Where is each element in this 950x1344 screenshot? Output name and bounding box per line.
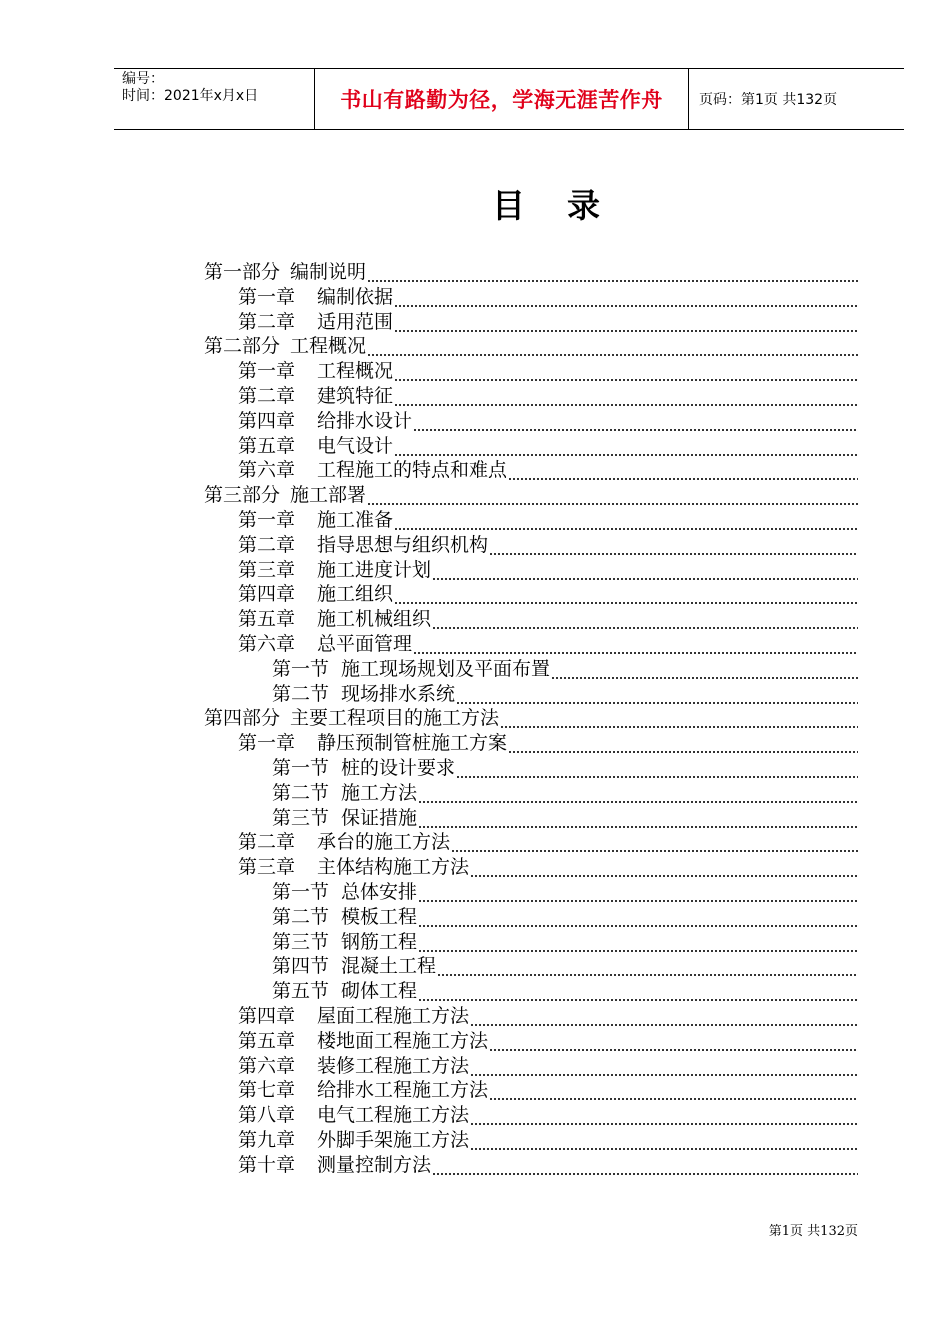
toc-entry-title: 电气工程施工方法 — [317, 1104, 470, 1127]
toc-entry-title: 主体结构施工方法 — [317, 856, 470, 879]
toc-entry[interactable] — [238, 310, 858, 334]
toc-entry[interactable] — [238, 632, 858, 656]
toc-entry-number: 第六章 — [238, 1054, 296, 1077]
toc-entry-title: 施工进度计划 — [317, 558, 432, 581]
toc-entry-number: 第二章 — [238, 533, 296, 556]
toc-dot-leader — [418, 806, 858, 830]
toc-entry[interactable] — [238, 434, 858, 458]
toc-entry-number: 第二节 — [272, 682, 330, 705]
toc-entry[interactable] — [272, 930, 858, 954]
toc-dot-leader — [470, 1128, 858, 1152]
toc-dot-leader — [470, 1054, 858, 1078]
toc-entry-number: 第三节 — [272, 930, 330, 953]
toc-entry-title: 外脚手架施工方法 — [317, 1129, 470, 1151]
toc-entry[interactable] — [238, 533, 858, 557]
toc-entry-number: 第一部分 — [204, 261, 281, 283]
toc-entry[interactable] — [238, 830, 858, 854]
toc-entry-title: 建筑特征 — [317, 385, 394, 407]
toc-entry-number: 第三章 — [238, 558, 296, 581]
toc-dot-leader — [551, 657, 858, 681]
toc-entry-number: 第五章 — [238, 1029, 296, 1052]
toc-entry[interactable] — [238, 558, 858, 582]
toc-entry-number: 第一节 — [272, 657, 330, 680]
toc-entry-title: 给排水工程施工方法 — [317, 1079, 489, 1102]
toc-entry-number: 第二节 — [272, 905, 330, 928]
toc-entry[interactable] — [204, 706, 858, 730]
toc-entry-number: 第一章 — [238, 732, 296, 755]
toc-entry-title: 施工部署 — [290, 484, 367, 507]
toc-entry-title: 编制依据 — [317, 285, 394, 308]
toc-entry[interactable] — [272, 954, 858, 978]
toc-entry-title: 总体安排 — [341, 881, 418, 903]
toc-entry-title: 屋面工程施工方法 — [317, 1005, 470, 1027]
toc-entry[interactable] — [272, 880, 858, 904]
toc-entry[interactable] — [238, 359, 858, 383]
toc-entry[interactable] — [238, 285, 858, 309]
toc-dot-leader — [367, 483, 858, 507]
toc-entry-title: 施工组织 — [317, 583, 394, 606]
toc-entry-title: 工程施工的特点和难点 — [317, 459, 508, 482]
toc-entry-title: 静压预制管桩施工方案 — [317, 732, 508, 755]
toc-dot-leader — [432, 607, 858, 631]
toc-entry[interactable] — [238, 731, 858, 755]
toc-entry[interactable] — [238, 1054, 858, 1078]
toc-dot-leader — [500, 706, 858, 730]
toc-entry-number: 第五章 — [238, 608, 296, 631]
title-char-1: 目 — [492, 186, 527, 225]
toc-entry[interactable] — [238, 1078, 858, 1102]
toc-dot-leader — [456, 682, 858, 706]
toc-dot-leader — [394, 359, 858, 383]
toc-entry-number: 第一章 — [238, 509, 296, 531]
toc-dot-leader — [394, 508, 858, 532]
toc-dot-leader — [470, 1004, 858, 1028]
toc-entry[interactable] — [238, 1128, 858, 1152]
toc-dot-leader — [437, 954, 858, 978]
toc-entry-number: 第六章 — [238, 459, 296, 482]
header-motto: 书山有路勤为径，学海无涯苦作舟 — [315, 69, 689, 129]
toc-dot-leader — [470, 855, 858, 879]
toc-entry-number: 第四章 — [238, 583, 296, 606]
toc-entry-title: 砌体工程 — [341, 980, 418, 1003]
toc-entry-number: 第一章 — [238, 285, 296, 308]
toc-dot-leader — [432, 558, 858, 582]
date-label: 时间：2021年x月x日 — [122, 88, 259, 104]
toc-dot-leader — [394, 582, 858, 606]
toc-dot-leader — [508, 458, 858, 482]
toc-dot-leader — [367, 260, 858, 284]
toc-entry-title: 施工方法 — [341, 781, 418, 804]
toc-entry[interactable] — [238, 508, 858, 532]
toc-entry-number: 第九章 — [238, 1129, 296, 1151]
toc-dot-leader — [413, 632, 858, 656]
toc-entry[interactable] — [204, 483, 858, 507]
toc-entry[interactable] — [238, 1103, 858, 1127]
toc-entry-title: 施工现场规划及平面布置 — [341, 657, 551, 680]
toc-entry-number: 第三章 — [238, 856, 296, 879]
toc-entry-title: 指导思想与组织机构 — [317, 533, 489, 556]
page-footer: 第1页 共132页 — [768, 1224, 858, 1239]
toc-entry-title: 模板工程 — [341, 905, 418, 928]
toc-entry-title: 工程概况 — [290, 335, 367, 358]
toc-entry[interactable] — [238, 1029, 858, 1053]
toc-entry[interactable] — [272, 781, 858, 805]
header-meta-cell — [114, 69, 315, 129]
title-char-2: 录 — [567, 186, 602, 225]
toc-entry[interactable] — [238, 855, 858, 879]
toc-entry[interactable] — [238, 1004, 858, 1028]
toc-entry-title: 测量控制方法 — [317, 1153, 432, 1176]
toc-entry[interactable] — [238, 582, 858, 606]
toc-dot-leader — [418, 781, 858, 805]
toc-entry-number: 第一节 — [272, 757, 330, 779]
toc-dot-leader — [456, 756, 858, 780]
toc-dot-leader — [489, 1029, 858, 1053]
toc-entry-number: 第四节 — [272, 955, 330, 978]
toc-dot-leader — [394, 434, 858, 458]
toc-entry-number: 第一节 — [272, 881, 330, 903]
toc-entry-title: 混凝土工程 — [341, 955, 437, 978]
toc-entry-title: 适用范围 — [317, 310, 394, 333]
toc-dot-leader — [418, 930, 858, 954]
toc-entry-number: 第三部分 — [204, 484, 281, 507]
toc-entry[interactable] — [272, 682, 858, 706]
serial-number-label: 编号： — [122, 71, 164, 87]
toc-dot-leader — [470, 1103, 858, 1127]
toc-entry[interactable] — [272, 905, 858, 929]
header-page-info: 页码：第1页 共132页 — [699, 92, 838, 108]
toc-entry-number: 第十章 — [238, 1153, 296, 1176]
toc-entry-number: 第四部分 — [204, 707, 281, 730]
toc-dot-leader — [394, 285, 858, 309]
toc-entry-title: 总平面管理 — [317, 633, 413, 655]
toc-entry-title: 楼地面工程施工方法 — [317, 1029, 489, 1052]
toc-dot-leader — [367, 334, 858, 358]
toc-entry-title: 编制说明 — [290, 261, 367, 283]
toc-dot-leader — [418, 905, 858, 929]
toc-entry[interactable] — [204, 334, 858, 358]
toc-entry[interactable] — [204, 260, 858, 284]
toc-entry[interactable] — [238, 384, 858, 408]
toc-entry-title: 电气设计 — [317, 434, 394, 457]
toc-entry-title: 承台的施工方法 — [317, 831, 451, 854]
toc-entry-title: 保证措施 — [341, 806, 418, 829]
toc-dot-leader — [394, 310, 858, 334]
toc-entry-title: 钢筋工程 — [341, 930, 418, 953]
toc-entry[interactable] — [272, 756, 858, 780]
toc-dot-leader — [413, 409, 858, 433]
toc-entry-number: 第四章 — [238, 409, 296, 432]
toc-entry-title: 给排水设计 — [317, 409, 413, 432]
toc-entry-number: 第五章 — [238, 434, 296, 457]
toc-entry[interactable] — [272, 979, 858, 1003]
toc-entry[interactable] — [238, 409, 858, 433]
toc-entry-number: 第二节 — [272, 781, 330, 804]
toc-entry[interactable] — [238, 458, 858, 482]
toc-dot-leader — [489, 1078, 858, 1102]
toc-entry[interactable] — [238, 1153, 858, 1177]
toc-entry-number: 第五节 — [272, 980, 330, 1003]
toc-entry[interactable] — [272, 657, 858, 681]
toc-dot-leader — [418, 979, 858, 1003]
toc-entry-number: 第六章 — [238, 633, 296, 655]
toc-entry-number: 第二部分 — [204, 335, 281, 358]
toc-entry-title: 施工准备 — [317, 509, 394, 531]
toc-entry-title: 施工机械组织 — [317, 608, 432, 631]
toc-dot-leader — [394, 384, 858, 408]
toc-dot-leader — [508, 731, 858, 755]
toc-dot-leader — [489, 533, 858, 557]
toc-entry-number: 第三节 — [272, 806, 330, 829]
toc-entry-number: 第八章 — [238, 1104, 296, 1127]
toc-entry-number: 第二章 — [238, 385, 296, 407]
toc-entry-number: 第七章 — [238, 1079, 296, 1102]
toc-entry-title: 桩的设计要求 — [341, 757, 456, 779]
toc-entry-number: 第二章 — [238, 310, 296, 333]
toc-entry-title: 工程概况 — [317, 360, 394, 383]
toc-entry-title: 装修工程施工方法 — [317, 1054, 470, 1077]
toc-entry-number: 第一章 — [238, 360, 296, 383]
toc-dot-leader — [418, 880, 858, 904]
toc-entry-title: 现场排水系统 — [341, 682, 456, 705]
page-header — [114, 68, 904, 130]
toc-entry[interactable] — [238, 607, 858, 631]
toc-dot-leader — [432, 1153, 858, 1177]
document-title — [0, 180, 950, 227]
toc-dot-leader — [451, 830, 858, 854]
toc-entry-title: 主要工程项目的施工方法 — [290, 707, 500, 730]
toc-entry-number: 第二章 — [238, 831, 296, 854]
toc-entry[interactable] — [272, 806, 858, 830]
toc-entry-number: 第四章 — [238, 1005, 296, 1027]
